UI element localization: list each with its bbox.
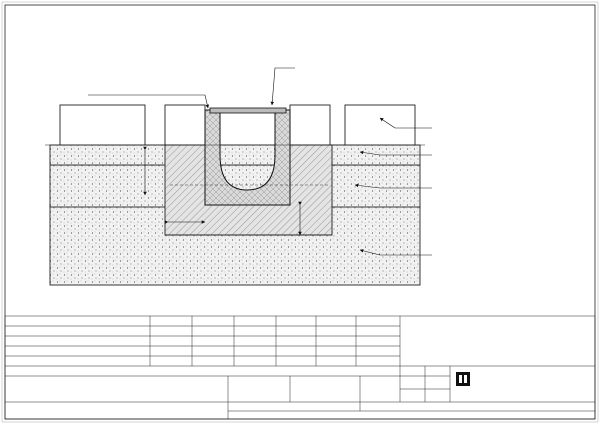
paver-left-inner [165, 105, 205, 145]
title-block [5, 316, 595, 419]
paver-right-inner [290, 105, 330, 145]
paver-left-outer [60, 105, 145, 145]
bedding-course [50, 145, 420, 165]
channel-grating [210, 108, 286, 113]
paver-right-outer [345, 105, 415, 145]
hauraton-logo [456, 372, 470, 386]
cross-section [45, 105, 425, 285]
